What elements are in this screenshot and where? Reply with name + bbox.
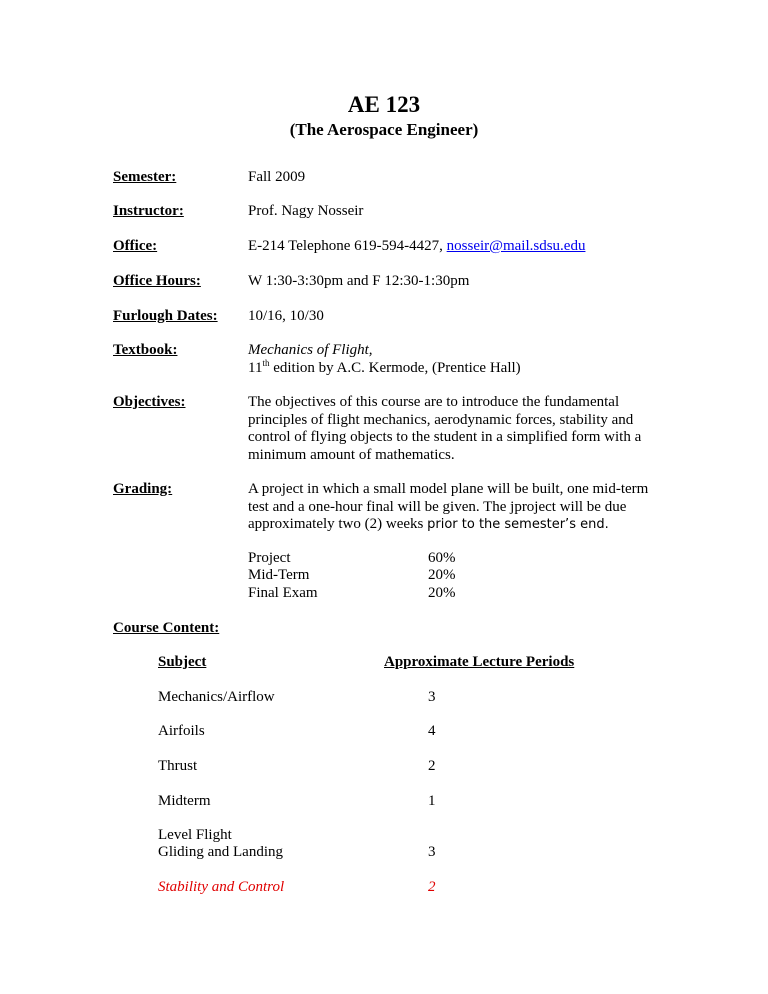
grading-tail: prior to the semester’s end. xyxy=(427,517,609,532)
instructor-value: Prof. Nagy Nosseir xyxy=(248,203,364,219)
objectives-text: The objectives of this course are to introduce the fundamental principles of flight mechanics, aerodynamic forces, stability and control of flying objects to the student in a simplified form with a minimum amount of mathematics. xyxy=(248,394,642,463)
subject-header: Subject xyxy=(158,654,207,670)
office-hours-label: Office Hours: xyxy=(113,273,201,289)
office-hours-value: W 1:30-3:30pm and F 12:30-1:30pm xyxy=(248,273,470,289)
edition-number: 11 xyxy=(248,359,263,376)
content-subject: Airfoils xyxy=(158,723,205,739)
content-subject-highlighted: Stability and Control xyxy=(158,879,285,895)
textbook-title: Mechanics of Flight, xyxy=(248,342,373,358)
office-label: Office: xyxy=(113,238,158,254)
furlough-label: Furlough Dates: xyxy=(113,308,218,324)
course-name-subtitle: (The Aerospace Engineer) xyxy=(289,120,479,139)
content-subject: Gliding and Landing xyxy=(158,844,283,860)
semester-label: Semester: xyxy=(113,169,177,185)
content-subject-line1: Level Flight xyxy=(158,827,232,843)
office-value xyxy=(248,238,668,256)
grading-main: A project in which a small model plane will be built, one mid-term test and a one-hour final will be given. The jproject will be due approximately two (2) weeks xyxy=(248,481,649,532)
instructor-label: Instructor: xyxy=(113,203,184,219)
grade-item: Project xyxy=(248,550,291,566)
grade-percent: 60% xyxy=(428,550,456,566)
semester-value: Fall 2009 xyxy=(248,169,306,185)
grade-percent: 20% xyxy=(428,585,456,601)
email-link[interactable]: nosseir@mail.sdsu.edu xyxy=(446,238,586,254)
periods-header: Approximate Lecture Periods xyxy=(384,654,575,670)
textbook-label: Textbook: xyxy=(113,342,178,358)
grading-text xyxy=(248,481,660,534)
grading-label: Grading: xyxy=(113,481,173,497)
content-subject: Thrust xyxy=(158,758,198,774)
textbook-value xyxy=(248,342,668,377)
edition-superscript: th xyxy=(262,357,270,368)
content-periods: 4 xyxy=(428,723,436,739)
content-periods: 3 xyxy=(428,689,436,705)
content-periods: 3 xyxy=(428,844,436,860)
office-phone-text: E-214 Telephone 619-594-4427, xyxy=(248,238,447,254)
content-subject: Mechanics/Airflow xyxy=(158,689,275,705)
grade-percent: 20% xyxy=(428,567,456,583)
course-code-title: AE 123 xyxy=(347,92,421,117)
objectives-label: Objectives: xyxy=(113,394,186,410)
textbook-edition xyxy=(248,357,668,378)
furlough-value: 10/16, 10/30 xyxy=(248,308,324,324)
content-periods: 2 xyxy=(428,758,436,774)
content-subject: Midterm xyxy=(158,793,211,809)
grade-item: Final Exam xyxy=(248,585,318,601)
edition-rest: edition by A.C. Kermode, (Prentice Hall) xyxy=(269,359,521,376)
grade-item: Mid-Term xyxy=(248,567,310,583)
content-periods-highlighted: 2 xyxy=(428,879,436,895)
course-content-label: Course Content: xyxy=(113,620,220,636)
content-periods: 1 xyxy=(428,793,436,809)
